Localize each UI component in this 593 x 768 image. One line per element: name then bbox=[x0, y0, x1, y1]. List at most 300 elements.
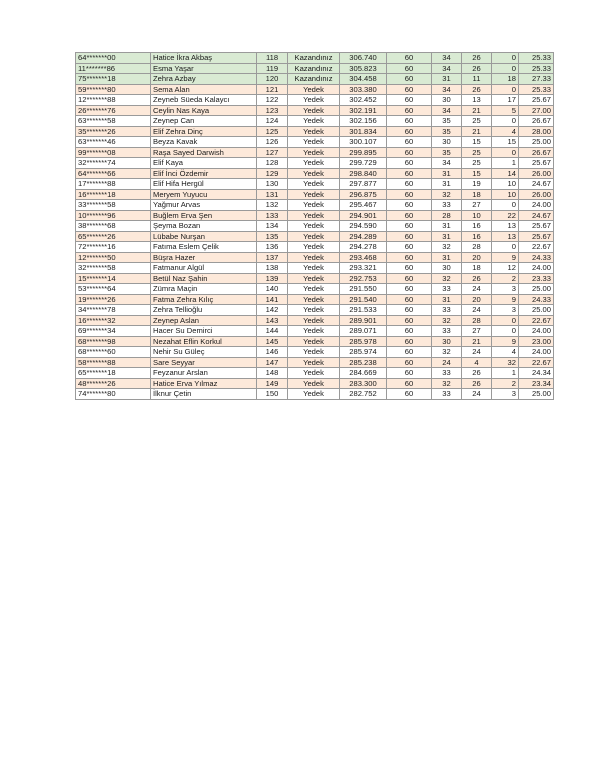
status-cell: Kazandınız bbox=[288, 74, 340, 85]
correct-cell: 34 bbox=[432, 105, 462, 116]
score-cell: 304.458 bbox=[340, 74, 387, 85]
status-cell: Yedek bbox=[288, 273, 340, 284]
net-cell: 24.00 bbox=[519, 326, 554, 337]
correct-cell: 33 bbox=[432, 368, 462, 379]
net-cell: 24.00 bbox=[519, 347, 554, 358]
applicant-id-cell: 10*******96 bbox=[76, 210, 151, 221]
net-cell: 28.00 bbox=[519, 126, 554, 137]
wrong-cell: 21 bbox=[462, 336, 492, 347]
table-row bbox=[76, 368, 554, 379]
correct-cell: 31 bbox=[432, 179, 462, 190]
correct-cell: 30 bbox=[432, 263, 462, 274]
total-cell: 60 bbox=[387, 368, 432, 379]
applicant-name-cell: Feyzanur Arslan bbox=[151, 368, 257, 379]
applicant-id-cell: 63*******58 bbox=[76, 116, 151, 127]
blank-cell: 3 bbox=[492, 305, 519, 316]
wrong-cell: 24 bbox=[462, 347, 492, 358]
table-row bbox=[76, 105, 554, 116]
rank-cell: 138 bbox=[257, 263, 288, 274]
applicant-name-cell: Buğlem Erva Şen bbox=[151, 210, 257, 221]
rank-cell: 125 bbox=[257, 126, 288, 137]
table-row bbox=[76, 378, 554, 389]
score-cell: 291.533 bbox=[340, 305, 387, 316]
score-cell: 289.071 bbox=[340, 326, 387, 337]
applicant-id-cell: 75*******18 bbox=[76, 74, 151, 85]
total-cell: 60 bbox=[387, 263, 432, 274]
rank-cell: 128 bbox=[257, 158, 288, 169]
score-cell: 289.901 bbox=[340, 315, 387, 326]
score-cell: 294.278 bbox=[340, 242, 387, 253]
status-cell: Yedek bbox=[288, 357, 340, 368]
wrong-cell: 21 bbox=[462, 105, 492, 116]
blank-cell: 17 bbox=[492, 95, 519, 106]
blank-cell: 0 bbox=[492, 200, 519, 211]
wrong-cell: 24 bbox=[462, 284, 492, 295]
correct-cell: 31 bbox=[432, 221, 462, 232]
table-row bbox=[76, 326, 554, 337]
net-cell: 24.34 bbox=[519, 368, 554, 379]
total-cell: 60 bbox=[387, 242, 432, 253]
applicant-id-cell: 16*******32 bbox=[76, 315, 151, 326]
status-cell: Yedek bbox=[288, 294, 340, 305]
net-cell: 25.33 bbox=[519, 84, 554, 95]
table-row bbox=[76, 179, 554, 190]
applicant-id-cell: 26*******76 bbox=[76, 105, 151, 116]
applicant-name-cell: Sare Seyyar bbox=[151, 357, 257, 368]
wrong-cell: 16 bbox=[462, 231, 492, 242]
applicant-id-cell: 19*******26 bbox=[76, 294, 151, 305]
total-cell: 60 bbox=[387, 378, 432, 389]
status-cell: Kazandınız bbox=[288, 53, 340, 64]
total-cell: 60 bbox=[387, 273, 432, 284]
wrong-cell: 13 bbox=[462, 95, 492, 106]
applicant-name-cell: Raşa Sayed Darwish bbox=[151, 147, 257, 158]
applicant-name-cell: Elif İnci Özdemir bbox=[151, 168, 257, 179]
blank-cell: 9 bbox=[492, 252, 519, 263]
blank-cell: 5 bbox=[492, 105, 519, 116]
wrong-cell: 28 bbox=[462, 242, 492, 253]
blank-cell: 0 bbox=[492, 63, 519, 74]
applicant-id-cell: 58*******88 bbox=[76, 357, 151, 368]
total-cell: 60 bbox=[387, 389, 432, 400]
applicant-name-cell: Fatmanur Algül bbox=[151, 263, 257, 274]
rank-cell: 146 bbox=[257, 347, 288, 358]
status-cell: Yedek bbox=[288, 95, 340, 106]
net-cell: 22.67 bbox=[519, 357, 554, 368]
table-row bbox=[76, 231, 554, 242]
rank-cell: 123 bbox=[257, 105, 288, 116]
correct-cell: 35 bbox=[432, 147, 462, 158]
table-row bbox=[76, 221, 554, 232]
correct-cell: 32 bbox=[432, 378, 462, 389]
table-row bbox=[76, 273, 554, 284]
rank-cell: 132 bbox=[257, 200, 288, 211]
applicant-name-cell: Lübabe Nurşan bbox=[151, 231, 257, 242]
rank-cell: 142 bbox=[257, 305, 288, 316]
wrong-cell: 25 bbox=[462, 116, 492, 127]
total-cell: 60 bbox=[387, 105, 432, 116]
wrong-cell: 28 bbox=[462, 315, 492, 326]
applicant-id-cell: 99*******08 bbox=[76, 147, 151, 158]
table-row bbox=[76, 116, 554, 127]
rank-cell: 119 bbox=[257, 63, 288, 74]
total-cell: 60 bbox=[387, 147, 432, 158]
total-cell: 60 bbox=[387, 158, 432, 169]
status-cell: Yedek bbox=[288, 221, 340, 232]
applicant-name-cell: Büşra Hazer bbox=[151, 252, 257, 263]
applicant-id-cell: 35*******26 bbox=[76, 126, 151, 137]
status-cell: Yedek bbox=[288, 210, 340, 221]
blank-cell: 0 bbox=[492, 315, 519, 326]
net-cell: 25.33 bbox=[519, 63, 554, 74]
applicant-id-cell: 12*******88 bbox=[76, 95, 151, 106]
wrong-cell: 21 bbox=[462, 126, 492, 137]
correct-cell: 30 bbox=[432, 336, 462, 347]
wrong-cell: 10 bbox=[462, 210, 492, 221]
table-row bbox=[76, 263, 554, 274]
wrong-cell: 15 bbox=[462, 137, 492, 148]
blank-cell: 10 bbox=[492, 179, 519, 190]
wrong-cell: 15 bbox=[462, 168, 492, 179]
applicant-id-cell: 69*******34 bbox=[76, 326, 151, 337]
blank-cell: 9 bbox=[492, 294, 519, 305]
rank-cell: 130 bbox=[257, 179, 288, 190]
total-cell: 60 bbox=[387, 126, 432, 137]
wrong-cell: 26 bbox=[462, 53, 492, 64]
total-cell: 60 bbox=[387, 53, 432, 64]
status-cell: Yedek bbox=[288, 126, 340, 137]
score-cell: 291.550 bbox=[340, 284, 387, 295]
applicant-name-cell: Yağmur Arvas bbox=[151, 200, 257, 211]
net-cell: 22.67 bbox=[519, 242, 554, 253]
blank-cell: 22 bbox=[492, 210, 519, 221]
net-cell: 25.00 bbox=[519, 305, 554, 316]
correct-cell: 33 bbox=[432, 326, 462, 337]
status-cell: Yedek bbox=[288, 305, 340, 316]
rank-cell: 120 bbox=[257, 74, 288, 85]
correct-cell: 30 bbox=[432, 95, 462, 106]
status-cell: Kazandınız bbox=[288, 63, 340, 74]
correct-cell: 31 bbox=[432, 168, 462, 179]
net-cell: 25.67 bbox=[519, 221, 554, 232]
wrong-cell: 26 bbox=[462, 378, 492, 389]
applicant-name-cell: Zümra Maçin bbox=[151, 284, 257, 295]
applicant-id-cell: 15*******14 bbox=[76, 273, 151, 284]
score-cell: 302.191 bbox=[340, 105, 387, 116]
blank-cell: 0 bbox=[492, 242, 519, 253]
status-cell: Yedek bbox=[288, 189, 340, 200]
table-row bbox=[76, 242, 554, 253]
applicant-name-cell: Hacer Su Demirci bbox=[151, 326, 257, 337]
correct-cell: 35 bbox=[432, 126, 462, 137]
rank-cell: 148 bbox=[257, 368, 288, 379]
table-row bbox=[76, 389, 554, 400]
net-cell: 22.67 bbox=[519, 315, 554, 326]
correct-cell: 31 bbox=[432, 252, 462, 263]
table-row bbox=[76, 189, 554, 200]
blank-cell: 12 bbox=[492, 263, 519, 274]
blank-cell: 0 bbox=[492, 53, 519, 64]
applicant-id-cell: 65*******26 bbox=[76, 231, 151, 242]
blank-cell: 13 bbox=[492, 231, 519, 242]
applicant-name-cell: Hatice İkra Akbaş bbox=[151, 53, 257, 64]
score-cell: 306.740 bbox=[340, 53, 387, 64]
score-cell: 291.540 bbox=[340, 294, 387, 305]
total-cell: 60 bbox=[387, 252, 432, 263]
wrong-cell: 16 bbox=[462, 221, 492, 232]
status-cell: Yedek bbox=[288, 252, 340, 263]
score-cell: 282.752 bbox=[340, 389, 387, 400]
correct-cell: 34 bbox=[432, 53, 462, 64]
applicant-name-cell: Fatma Zehra Kılıç bbox=[151, 294, 257, 305]
wrong-cell: 27 bbox=[462, 326, 492, 337]
score-cell: 303.380 bbox=[340, 84, 387, 95]
applicant-name-cell: Sema Alan bbox=[151, 84, 257, 95]
wrong-cell: 26 bbox=[462, 368, 492, 379]
net-cell: 26.00 bbox=[519, 168, 554, 179]
table-row bbox=[76, 357, 554, 368]
correct-cell: 24 bbox=[432, 357, 462, 368]
status-cell: Yedek bbox=[288, 326, 340, 337]
net-cell: 25.67 bbox=[519, 95, 554, 106]
status-cell: Yedek bbox=[288, 347, 340, 358]
blank-cell: 0 bbox=[492, 147, 519, 158]
blank-cell: 9 bbox=[492, 336, 519, 347]
applicant-id-cell: 72*******16 bbox=[76, 242, 151, 253]
rank-cell: 136 bbox=[257, 242, 288, 253]
net-cell: 26.67 bbox=[519, 116, 554, 127]
net-cell: 24.00 bbox=[519, 200, 554, 211]
rank-cell: 126 bbox=[257, 137, 288, 148]
blank-cell: 32 bbox=[492, 357, 519, 368]
net-cell: 25.00 bbox=[519, 137, 554, 148]
wrong-cell: 18 bbox=[462, 263, 492, 274]
applicant-name-cell: Esma Yaşar bbox=[151, 63, 257, 74]
rank-cell: 140 bbox=[257, 284, 288, 295]
applicant-id-cell: 48*******26 bbox=[76, 378, 151, 389]
table-row bbox=[76, 305, 554, 316]
table-row bbox=[76, 84, 554, 95]
status-cell: Yedek bbox=[288, 137, 340, 148]
applicant-name-cell: Beyza Kavak bbox=[151, 137, 257, 148]
blank-cell: 2 bbox=[492, 378, 519, 389]
total-cell: 60 bbox=[387, 315, 432, 326]
score-cell: 285.978 bbox=[340, 336, 387, 347]
status-cell: Yedek bbox=[288, 168, 340, 179]
net-cell: 26.00 bbox=[519, 189, 554, 200]
applicant-name-cell: Zeyneb Süeda Kalaycı bbox=[151, 95, 257, 106]
table-row bbox=[76, 284, 554, 295]
total-cell: 60 bbox=[387, 305, 432, 316]
table-row bbox=[76, 252, 554, 263]
applicant-id-cell: 17*******88 bbox=[76, 179, 151, 190]
rank-cell: 150 bbox=[257, 389, 288, 400]
rank-cell: 131 bbox=[257, 189, 288, 200]
applicant-name-cell: Nezahat Eflin Korkul bbox=[151, 336, 257, 347]
applicant-id-cell: 33*******58 bbox=[76, 200, 151, 211]
net-cell: 27.00 bbox=[519, 105, 554, 116]
applicant-id-cell: 63*******46 bbox=[76, 137, 151, 148]
table-row bbox=[76, 158, 554, 169]
total-cell: 60 bbox=[387, 168, 432, 179]
score-cell: 283.300 bbox=[340, 378, 387, 389]
blank-cell: 2 bbox=[492, 273, 519, 284]
net-cell: 24.00 bbox=[519, 263, 554, 274]
table-row bbox=[76, 294, 554, 305]
net-cell: 23.33 bbox=[519, 273, 554, 284]
score-cell: 285.238 bbox=[340, 357, 387, 368]
score-cell: 298.840 bbox=[340, 168, 387, 179]
applicant-name-cell: Zehra Tellioğlu bbox=[151, 305, 257, 316]
rank-cell: 127 bbox=[257, 147, 288, 158]
wrong-cell: 20 bbox=[462, 252, 492, 263]
table-row bbox=[76, 74, 554, 85]
blank-cell: 3 bbox=[492, 389, 519, 400]
applicant-name-cell: Elif Kaya bbox=[151, 158, 257, 169]
net-cell: 25.00 bbox=[519, 284, 554, 295]
blank-cell: 13 bbox=[492, 221, 519, 232]
blank-cell: 0 bbox=[492, 116, 519, 127]
applicant-id-cell: 12*******50 bbox=[76, 252, 151, 263]
applicant-id-cell: 65*******18 bbox=[76, 368, 151, 379]
blank-cell: 18 bbox=[492, 74, 519, 85]
net-cell: 24.67 bbox=[519, 179, 554, 190]
applicant-name-cell: Zeynep Can bbox=[151, 116, 257, 127]
rank-cell: 135 bbox=[257, 231, 288, 242]
total-cell: 60 bbox=[387, 221, 432, 232]
applicant-id-cell: 64*******00 bbox=[76, 53, 151, 64]
score-cell: 293.321 bbox=[340, 263, 387, 274]
blank-cell: 0 bbox=[492, 84, 519, 95]
wrong-cell: 26 bbox=[462, 273, 492, 284]
applicant-name-cell: Zeynep Aslan bbox=[151, 315, 257, 326]
total-cell: 60 bbox=[387, 326, 432, 337]
status-cell: Yedek bbox=[288, 368, 340, 379]
correct-cell: 31 bbox=[432, 74, 462, 85]
score-cell: 295.467 bbox=[340, 200, 387, 211]
table-row bbox=[76, 168, 554, 179]
table-row bbox=[76, 315, 554, 326]
status-cell: Yedek bbox=[288, 179, 340, 190]
wrong-cell: 25 bbox=[462, 147, 492, 158]
total-cell: 60 bbox=[387, 200, 432, 211]
total-cell: 60 bbox=[387, 189, 432, 200]
blank-cell: 1 bbox=[492, 158, 519, 169]
net-cell: 26.67 bbox=[519, 147, 554, 158]
rank-cell: 129 bbox=[257, 168, 288, 179]
total-cell: 60 bbox=[387, 347, 432, 358]
score-cell: 294.901 bbox=[340, 210, 387, 221]
status-cell: Yedek bbox=[288, 378, 340, 389]
total-cell: 60 bbox=[387, 284, 432, 295]
correct-cell: 33 bbox=[432, 200, 462, 211]
score-cell: 302.452 bbox=[340, 95, 387, 106]
net-cell: 23.00 bbox=[519, 336, 554, 347]
table-row bbox=[76, 347, 554, 358]
rank-cell: 121 bbox=[257, 84, 288, 95]
total-cell: 60 bbox=[387, 116, 432, 127]
status-cell: Yedek bbox=[288, 231, 340, 242]
results-table-body bbox=[76, 53, 554, 400]
applicant-name-cell: Zehra Azbay bbox=[151, 74, 257, 85]
total-cell: 60 bbox=[387, 95, 432, 106]
score-cell: 293.468 bbox=[340, 252, 387, 263]
applicant-name-cell: Elif Zehra Dinç bbox=[151, 126, 257, 137]
status-cell: Yedek bbox=[288, 105, 340, 116]
status-cell: Yedek bbox=[288, 242, 340, 253]
net-cell: 27.33 bbox=[519, 74, 554, 85]
total-cell: 60 bbox=[387, 294, 432, 305]
table-row bbox=[76, 137, 554, 148]
total-cell: 60 bbox=[387, 357, 432, 368]
status-cell: Yedek bbox=[288, 147, 340, 158]
applicant-name-cell: Fatıma Eslem Çelik bbox=[151, 242, 257, 253]
total-cell: 60 bbox=[387, 74, 432, 85]
rank-cell: 137 bbox=[257, 252, 288, 263]
blank-cell: 4 bbox=[492, 126, 519, 137]
rank-cell: 145 bbox=[257, 336, 288, 347]
applicant-id-cell: 11*******86 bbox=[76, 63, 151, 74]
correct-cell: 35 bbox=[432, 116, 462, 127]
correct-cell: 28 bbox=[432, 210, 462, 221]
wrong-cell: 20 bbox=[462, 294, 492, 305]
rank-cell: 134 bbox=[257, 221, 288, 232]
wrong-cell: 26 bbox=[462, 63, 492, 74]
wrong-cell: 24 bbox=[462, 305, 492, 316]
applicant-name-cell: Şeyma Bozan bbox=[151, 221, 257, 232]
correct-cell: 34 bbox=[432, 158, 462, 169]
status-cell: Yedek bbox=[288, 315, 340, 326]
correct-cell: 30 bbox=[432, 137, 462, 148]
score-cell: 294.289 bbox=[340, 231, 387, 242]
score-cell: 294.590 bbox=[340, 221, 387, 232]
status-cell: Yedek bbox=[288, 263, 340, 274]
correct-cell: 33 bbox=[432, 389, 462, 400]
wrong-cell: 26 bbox=[462, 84, 492, 95]
applicant-id-cell: 74*******80 bbox=[76, 389, 151, 400]
table-row bbox=[76, 95, 554, 106]
net-cell: 25.33 bbox=[519, 53, 554, 64]
net-cell: 24.67 bbox=[519, 210, 554, 221]
net-cell: 25.00 bbox=[519, 389, 554, 400]
wrong-cell: 27 bbox=[462, 200, 492, 211]
score-cell: 284.669 bbox=[340, 368, 387, 379]
applicant-id-cell: 38*******68 bbox=[76, 221, 151, 232]
applicant-id-cell: 34*******78 bbox=[76, 305, 151, 316]
wrong-cell: 19 bbox=[462, 179, 492, 190]
rank-cell: 143 bbox=[257, 315, 288, 326]
applicant-id-cell: 32*******74 bbox=[76, 158, 151, 169]
correct-cell: 31 bbox=[432, 231, 462, 242]
correct-cell: 34 bbox=[432, 84, 462, 95]
blank-cell: 15 bbox=[492, 137, 519, 148]
blank-cell: 0 bbox=[492, 326, 519, 337]
table-row bbox=[76, 210, 554, 221]
score-cell: 296.875 bbox=[340, 189, 387, 200]
applicant-name-cell: Betül Naz Şahin bbox=[151, 273, 257, 284]
table-row bbox=[76, 53, 554, 64]
wrong-cell: 25 bbox=[462, 158, 492, 169]
status-cell: Yedek bbox=[288, 84, 340, 95]
rank-cell: 141 bbox=[257, 294, 288, 305]
rank-cell: 118 bbox=[257, 53, 288, 64]
correct-cell: 33 bbox=[432, 305, 462, 316]
net-cell: 25.67 bbox=[519, 158, 554, 169]
table-row bbox=[76, 147, 554, 158]
wrong-cell: 4 bbox=[462, 357, 492, 368]
score-cell: 292.753 bbox=[340, 273, 387, 284]
rank-cell: 124 bbox=[257, 116, 288, 127]
